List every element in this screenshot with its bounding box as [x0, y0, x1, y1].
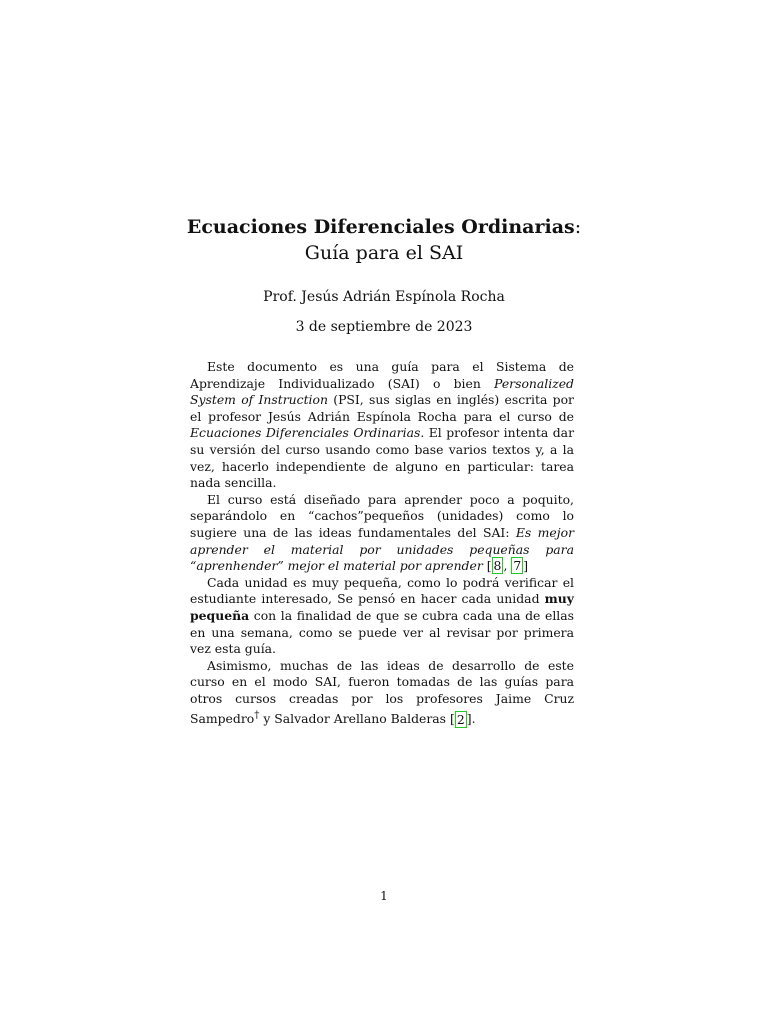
- p2-quote-italic: Es mejor aprender el material por unidades pequeñas para “aprenhender” mejor el material por aprender: [190, 524, 574, 574]
- p1-text-e: . El profesor intenta dar su versión del curso usando como base varios textos y, a la vez, hacerlo independiente de alguno en particular: tarea nada sencilla.: [190, 425, 574, 491]
- p1-text-c: (PSI, sus siglas en inglés) escrita por el profesor Jesús Adrián Espínola Rocha para el curso de: [190, 392, 574, 424]
- document-subtitle: Guía para el SAI: [304, 242, 464, 264]
- paragraph-1: [190, 359, 574, 492]
- p4-text-end: .: [471, 711, 476, 727]
- title-colon: :: [574, 216, 582, 238]
- p4-text-b: y Salvador Arellano Balderas: [259, 711, 450, 727]
- title-text: Ecuaciones Diferenciales Ordinarias: [186, 216, 575, 238]
- title-block: [0, 214, 768, 266]
- dagger-footnote-mark: †: [254, 709, 260, 722]
- citation-link-2[interactable]: 2: [456, 711, 465, 727]
- p1-text-a: Este documento es una guía para el Sistema de Aprendizaje Individualizado (SAI) o bien: [190, 359, 574, 391]
- p1-psi-italic: Personalized System of Instruction: [190, 375, 574, 408]
- author-line: Prof. Jesús Adrián Espínola Rocha: [263, 289, 505, 305]
- paragraph-2: El curso está diseñado para aprender poco a poquito, separándolo en “cachos”pequeños (unidades) como lo sugiere una de las ideas fundamentales del SAI: Es mejor aprender el material por unidades pequeñas para “aprenhender” mejor el material por aprender [ 8 , 7 ]: [190, 491, 574, 574]
- p2-text-c: [483, 558, 487, 573]
- citation-link-8[interactable]: 8: [493, 558, 502, 574]
- p4-text-a: Asimismo, muchas de las ideas de desarrollo de este curso en el modo SAI, fueron tomadas de las guías para otros cursos creadas por los profesores Jaime Cruz Sampedro: [190, 657, 574, 727]
- p1-course-italic: Ecuaciones Diferenciales Ordinarias: [190, 425, 421, 441]
- p3-text-a: Cada unidad es muy pequeña, como lo podrá verificar el estudiante interesado, Se pensó en hacer cada unidad: [190, 574, 574, 607]
- page-number: 1: [380, 889, 388, 903]
- paragraph-4: Asimismo, muchas de las ideas de desarrollo de este curso en el modo SAI, fueron tomadas de las guías para otros cursos creadas por los profesores Jaime Cruz Sampedro† y Salvador Arellano Balderas [ 2 ].: [190, 657, 574, 727]
- citation-separator: ,: [503, 558, 512, 574]
- date-line: 3 de septiembre de 2023: [295, 319, 473, 335]
- body-text: [190, 359, 574, 728]
- p2-text-a: El curso está diseñado para aprender poco a poquito, separándolo en “cachos”pequeños (unidades) como lo sugiere una de las ideas fundamentales del SAI:: [190, 491, 574, 540]
- paragraph-3: [190, 575, 574, 658]
- p3-bold-text: muy pequeña: [190, 591, 574, 623]
- citation-link-7[interactable]: 7: [513, 558, 522, 574]
- p3-text-c: con la finalidad de que se cubra cada una de ellas en una semana, como se puede ver al revisar por primera vez esta guía.: [190, 607, 574, 657]
- document-title: [0, 214, 768, 240]
